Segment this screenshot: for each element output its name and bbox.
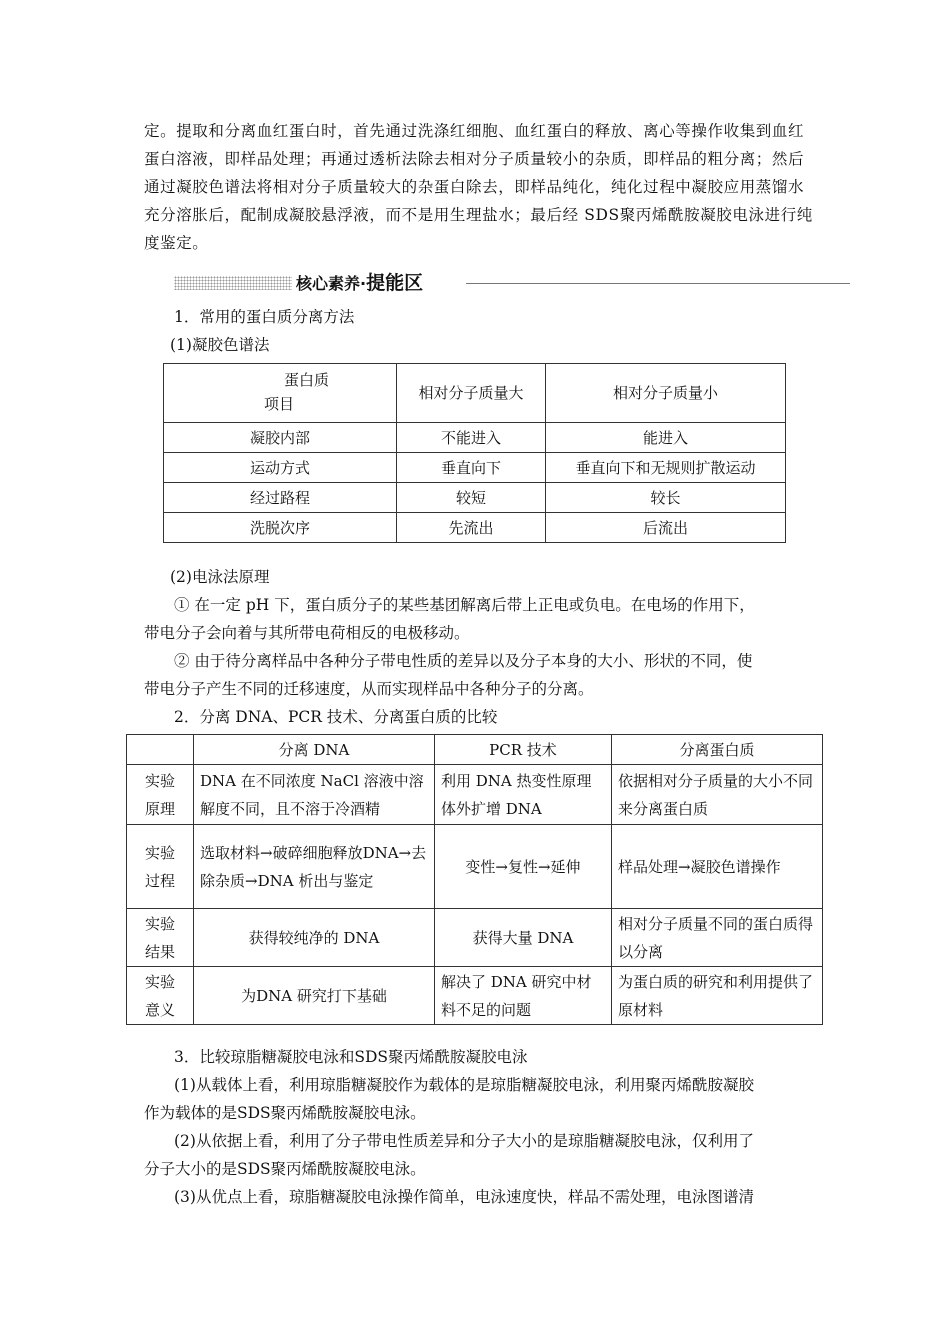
table-row — [127, 909, 823, 967]
row-label: 实验 意义 — [127, 967, 194, 1025]
row-label: 实验 原理 — [127, 765, 194, 825]
p1-line1: ① 在一定 pH 下，蛋白质分子的某些基团解离后带上正电或负电。在电场的作用下， — [174, 596, 755, 614]
table2-header-cell: 分离 DNA — [194, 735, 435, 765]
table1-header-cell: 相对分子质量大 — [397, 364, 546, 423]
row-label: 实验 结果 — [127, 909, 194, 967]
row-label: 实验 过程 — [127, 825, 194, 909]
s3-p2-line1: (2)从依据上看，利用了分子带电性质差异和分子大小的是琼脂糖凝胶电泳，仅利用了 — [174, 1132, 754, 1150]
p2-line2: 带电分子产生不同的迁移速度，从而实现样品中各种分子的分离。 — [144, 680, 594, 698]
table1-corner-bottom: 项目 — [264, 395, 295, 413]
table-row — [127, 967, 823, 1025]
table-row — [164, 513, 786, 543]
table-cell: 解决了 DNA 研究中材料不足的问题 — [435, 967, 612, 1025]
table-row — [164, 453, 786, 483]
table-cell: 凝胶内部 — [164, 423, 397, 453]
table-cell: 后流出 — [546, 513, 786, 543]
table-cell: 先流出 — [397, 513, 546, 543]
s3-p1-line2: 作为载体的是SDS聚丙烯酰胺凝胶电泳。 — [144, 1104, 426, 1122]
s2-title: 2．分离 DNA、PCR 技术、分离蛋白质的比较 — [174, 708, 498, 726]
section-title — [296, 268, 423, 299]
table2-header-cell: 分离蛋白质 — [612, 735, 823, 765]
table-cell: DNA 在不同浓度 NaCl 溶液中溶解度不同，且不溶于冷酒精 — [194, 765, 435, 825]
gel-chromatography-table — [163, 363, 786, 543]
table-cell: 经过路程 — [164, 483, 397, 513]
table-cell: 依据相对分子质量的大小不同来分离蛋白质 — [612, 765, 823, 825]
s3-p2-line2: 分子大小的是SDS聚丙烯酰胺凝胶电泳。 — [144, 1160, 426, 1178]
table-cell: 获得大量 DNA — [435, 909, 612, 967]
dotted-bar-decoration — [174, 276, 292, 290]
section-header — [174, 268, 850, 298]
table-cell: 较长 — [546, 483, 786, 513]
table1-header-cell: 相对分子质量小 — [546, 364, 786, 423]
table-cell: 较短 — [397, 483, 546, 513]
table-cell: 为DNA 研究打下基础 — [194, 967, 435, 1025]
s3-p1-line1: (1)从载体上看，利用琼脂糖凝胶作为载体的是琼脂糖凝胶电泳，利用聚丙烯酰胺凝胶 — [174, 1076, 754, 1094]
s1-title: 1．常用的蛋白质分离方法 — [174, 308, 355, 326]
s1-sub2: (2)电泳法原理 — [170, 568, 270, 586]
section-rule — [466, 283, 850, 284]
table-cell: 洗脱次序 — [164, 513, 397, 543]
table2-corner-cell — [127, 735, 194, 765]
table-cell: 运动方式 — [164, 453, 397, 483]
table-cell: 不能进入 — [397, 423, 546, 453]
table-row — [127, 765, 823, 825]
s3-title: 3．比较琼脂糖凝胶电泳和SDS聚丙烯酰胺凝胶电泳 — [174, 1048, 528, 1066]
p2-line1: ② 由于待分离样品中各种分子带电性质的差异以及分子本身的大小、形状的不同，使 — [174, 652, 753, 670]
table-cell: 获得较纯净的 DNA — [194, 909, 435, 967]
table-cell: 变性→复性→延伸 — [435, 825, 612, 909]
table-cell: 垂直向下和无规则扩散运动 — [546, 453, 786, 483]
table-cell: 选取材料→破碎细胞释放DNA→去除杂质→DNA 析出与鉴定 — [194, 825, 435, 909]
s3-p3-line1: (3)从优点上看，琼脂糖凝胶电泳操作简单，电泳速度快，样品不需处理，电泳图谱清 — [174, 1188, 754, 1206]
table-cell: 为蛋白质的研究和利用提供了原材料 — [612, 967, 823, 1025]
table-cell: 相对分子质量不同的蛋白质得以分离 — [612, 909, 823, 967]
table-cell: 样品处理→凝胶色谱操作 — [612, 825, 823, 909]
table-row — [127, 825, 823, 909]
comparison-table — [126, 734, 823, 1025]
table-cell: 利用 DNA 热变性原理体外扩增 DNA — [435, 765, 612, 825]
table1-corner-cell — [164, 364, 397, 423]
p1-line2: 带电分子会向着与其所带电荷相反的电极移动。 — [144, 624, 470, 642]
s1-sub1: (1)凝胶色谱法 — [170, 336, 270, 354]
table-cell: 能进入 — [546, 423, 786, 453]
intro-paragraph: 定。提取和分离血红蛋白时，首先通过洗涤红细胞、血红蛋白的释放、离心等操作收集到血红蛋白溶液，即样品处理；再通过透析法除去相对分子质量较小的杂质，即样品的粗分离；然后通过凝胶色谱法将相对分子质量较大的杂蛋白除去，即样品纯化，纯化过程中凝胶应用蒸馏水充分溶胀后，配制成凝胶悬浮液，而不是用生理盐水；最后经 SDS聚丙烯酰胺凝胶电泳进行纯度鉴定。 — [144, 122, 813, 252]
table-row — [164, 423, 786, 453]
section-title-bold: 提能区 — [366, 272, 424, 294]
table-cell: 垂直向下 — [397, 453, 546, 483]
section-prefix: 核心素养· — [296, 274, 367, 293]
table-row — [164, 483, 786, 513]
table1-corner-top: 蛋白质 — [284, 371, 330, 389]
table2-header-cell: PCR 技术 — [435, 735, 612, 765]
